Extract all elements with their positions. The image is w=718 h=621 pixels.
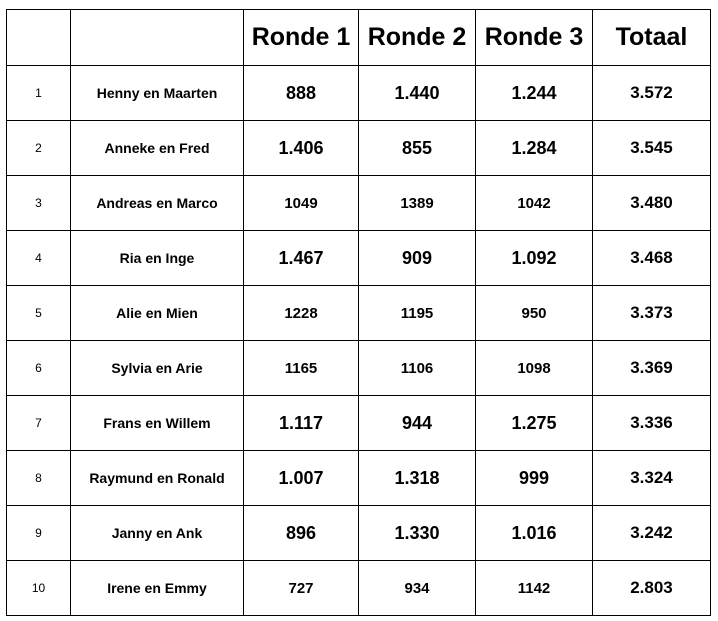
rank-cell: 3	[7, 176, 71, 231]
rank-cell: 5	[7, 286, 71, 341]
round-3-cell: 999	[476, 451, 593, 506]
total-cell: 3.336	[593, 396, 711, 451]
table-row	[7, 451, 711, 506]
round-3-cell: 950	[476, 286, 593, 341]
total-cell: 3.369	[593, 341, 711, 396]
round-1-cell: 888	[244, 66, 359, 121]
team-name-cell: Henny en Maarten	[71, 66, 244, 121]
rank-cell: 10	[7, 561, 71, 616]
table-row	[7, 121, 711, 176]
total-cell: 3.242	[593, 506, 711, 561]
round-2-cell: 1195	[359, 286, 476, 341]
team-name-cell: Frans en Willem	[71, 396, 244, 451]
table-row	[7, 286, 711, 341]
round-1-cell: 1.467	[244, 231, 359, 286]
total-cell: 3.572	[593, 66, 711, 121]
table-row	[7, 231, 711, 286]
round-1-cell: 727	[244, 561, 359, 616]
round-1-cell: 1.007	[244, 451, 359, 506]
round-3-cell: 1098	[476, 341, 593, 396]
table-row	[7, 176, 711, 231]
round-1-cell: 1.406	[244, 121, 359, 176]
rank-cell: 9	[7, 506, 71, 561]
team-name-cell: Irene en Emmy	[71, 561, 244, 616]
total-cell: 3.373	[593, 286, 711, 341]
round-1-cell: 1165	[244, 341, 359, 396]
table-row	[7, 506, 711, 561]
round-3-cell: 1.244	[476, 66, 593, 121]
round-2-cell: 1106	[359, 341, 476, 396]
round-2-cell: 909	[359, 231, 476, 286]
table-row	[7, 396, 711, 451]
table-row	[7, 341, 711, 396]
header-total: Totaal	[593, 10, 711, 66]
team-name-cell: Raymund en Ronald	[71, 451, 244, 506]
header-round-2: Ronde 2	[359, 10, 476, 66]
total-cell: 3.468	[593, 231, 711, 286]
round-3-cell: 1.092	[476, 231, 593, 286]
total-cell: 3.545	[593, 121, 711, 176]
round-1-cell: 1228	[244, 286, 359, 341]
rank-cell: 2	[7, 121, 71, 176]
round-3-cell: 1.016	[476, 506, 593, 561]
round-3-cell: 1042	[476, 176, 593, 231]
header-row	[7, 10, 711, 66]
round-2-cell: 1.318	[359, 451, 476, 506]
team-name-cell: Alie en Mien	[71, 286, 244, 341]
team-name-cell: Anneke en Fred	[71, 121, 244, 176]
round-2-cell: 944	[359, 396, 476, 451]
round-2-cell: 1.440	[359, 66, 476, 121]
rank-cell: 6	[7, 341, 71, 396]
rank-cell: 8	[7, 451, 71, 506]
rank-cell: 7	[7, 396, 71, 451]
total-cell: 2.803	[593, 561, 711, 616]
team-name-cell: Sylvia en Arie	[71, 341, 244, 396]
header-round-1: Ronde 1	[244, 10, 359, 66]
round-3-cell: 1.284	[476, 121, 593, 176]
round-3-cell: 1.275	[476, 396, 593, 451]
scores-table	[6, 9, 711, 616]
total-cell: 3.324	[593, 451, 711, 506]
round-1-cell: 1049	[244, 176, 359, 231]
header-round-3: Ronde 3	[476, 10, 593, 66]
rank-cell: 1	[7, 66, 71, 121]
round-2-cell: 1.330	[359, 506, 476, 561]
team-name-cell: Janny en Ank	[71, 506, 244, 561]
team-name-cell: Ria en Inge	[71, 231, 244, 286]
header-rank	[7, 10, 71, 66]
round-2-cell: 934	[359, 561, 476, 616]
rank-cell: 4	[7, 231, 71, 286]
total-cell: 3.480	[593, 176, 711, 231]
round-2-cell: 1389	[359, 176, 476, 231]
table-row	[7, 561, 711, 616]
round-3-cell: 1142	[476, 561, 593, 616]
round-1-cell: 1.117	[244, 396, 359, 451]
team-name-cell: Andreas en Marco	[71, 176, 244, 231]
round-2-cell: 855	[359, 121, 476, 176]
round-1-cell: 896	[244, 506, 359, 561]
header-name	[71, 10, 244, 66]
table-row	[7, 66, 711, 121]
